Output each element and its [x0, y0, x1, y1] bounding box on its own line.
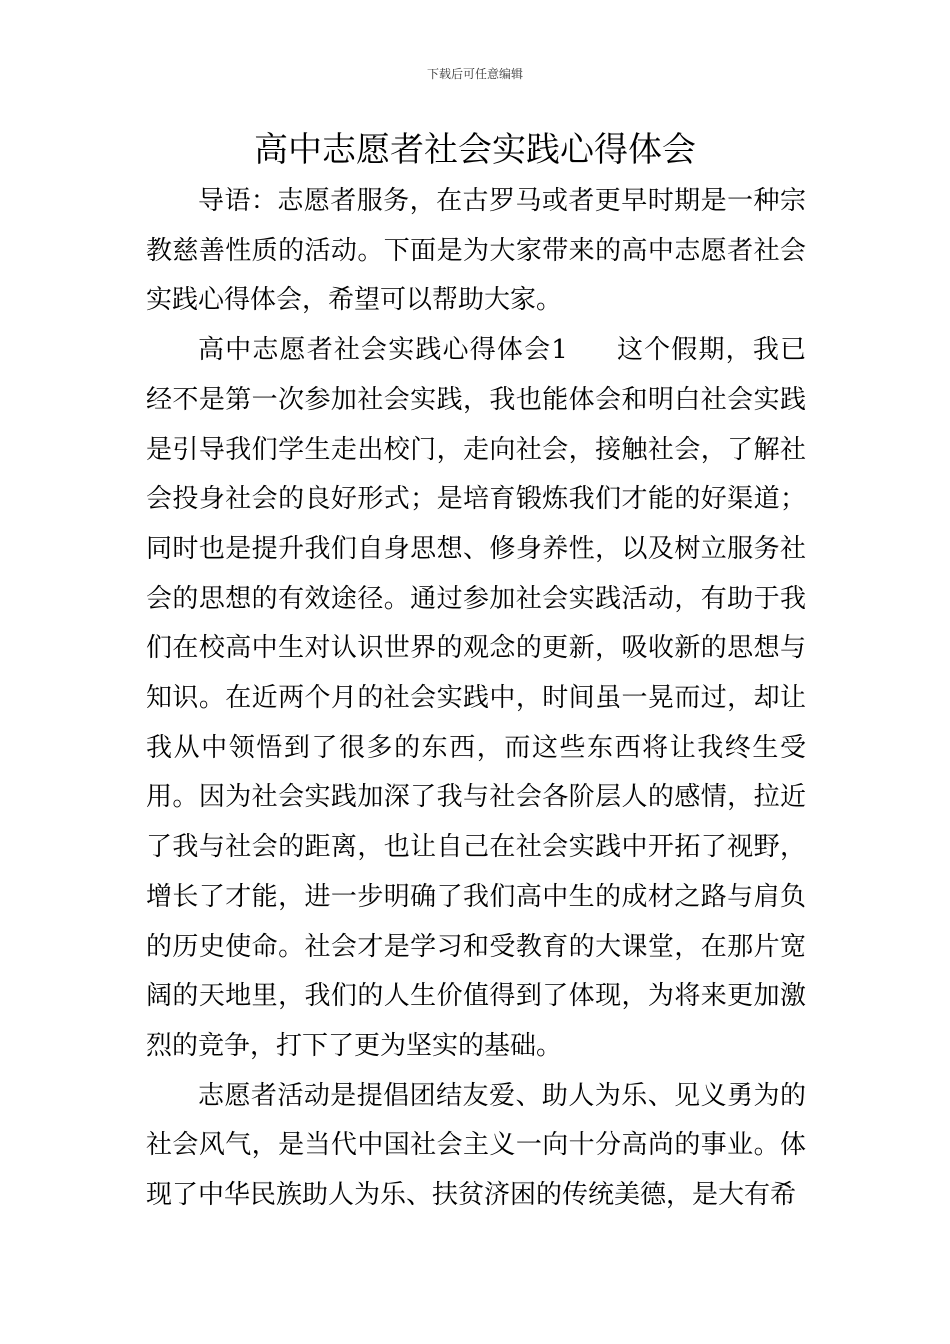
- section-paragraph: [146, 326, 806, 1072]
- paragraph-3: 志愿者活动是提倡团结友爱、助人为乐、见义勇为的社会风气，是当代中国社会主义一向十分高尚的事业。体现了中华民族助人为乐、扶贫济困的传统美德，是大有希: [146, 1080, 806, 1211]
- document-body: [146, 177, 806, 1221]
- intro-paragraph: 导语：志愿者服务，在古罗马或者更早时期是一种宗教慈善性质的活动。下面是为大家带来的高中志愿者社会实践心得体会，希望可以帮助大家。: [146, 186, 806, 316]
- section-heading: 高中志愿者社会实践心得体会1: [198, 335, 568, 366]
- document-title: 高中志愿者社会实践心得体会: [254, 130, 696, 170]
- header-note: 下载后可任意编辑: [426, 67, 523, 81]
- section-body: 这个假期，我已经不是第一次参加社会实践，我也能体会和明白社会实践是引导我们学生走出校门，走向社会，接触社会，了解社会投身社会的良好形式；是培育锻炼我们才能的好渠道；同时也是提升我们自身思想、修身养性，以及树立服务社会的思想的有效途径。通过参加社会实践活动，有助于我们在校高中生对认识世界的观念的更新，吸收新的思想与知识。在近两个月的社会实践中，时间虽一晃而过，却让我从中领悟到了很多的东西，而这些东西将让我终生受用。因为社会实践加深了我与社会各阶层人的感情，拉近了我与社会的距离，也让自己在社会实践中开拓了视野，增长了才能，进一步明确了我们高中生的成材之路与肩负的历史使命。社会才是学习和受教育的大课堂，在那片宽阔的天地里，我们的人生价值得到了体现，为将来更加激烈的竞争，打下了更为坚实的基础。: [146, 335, 806, 1061]
